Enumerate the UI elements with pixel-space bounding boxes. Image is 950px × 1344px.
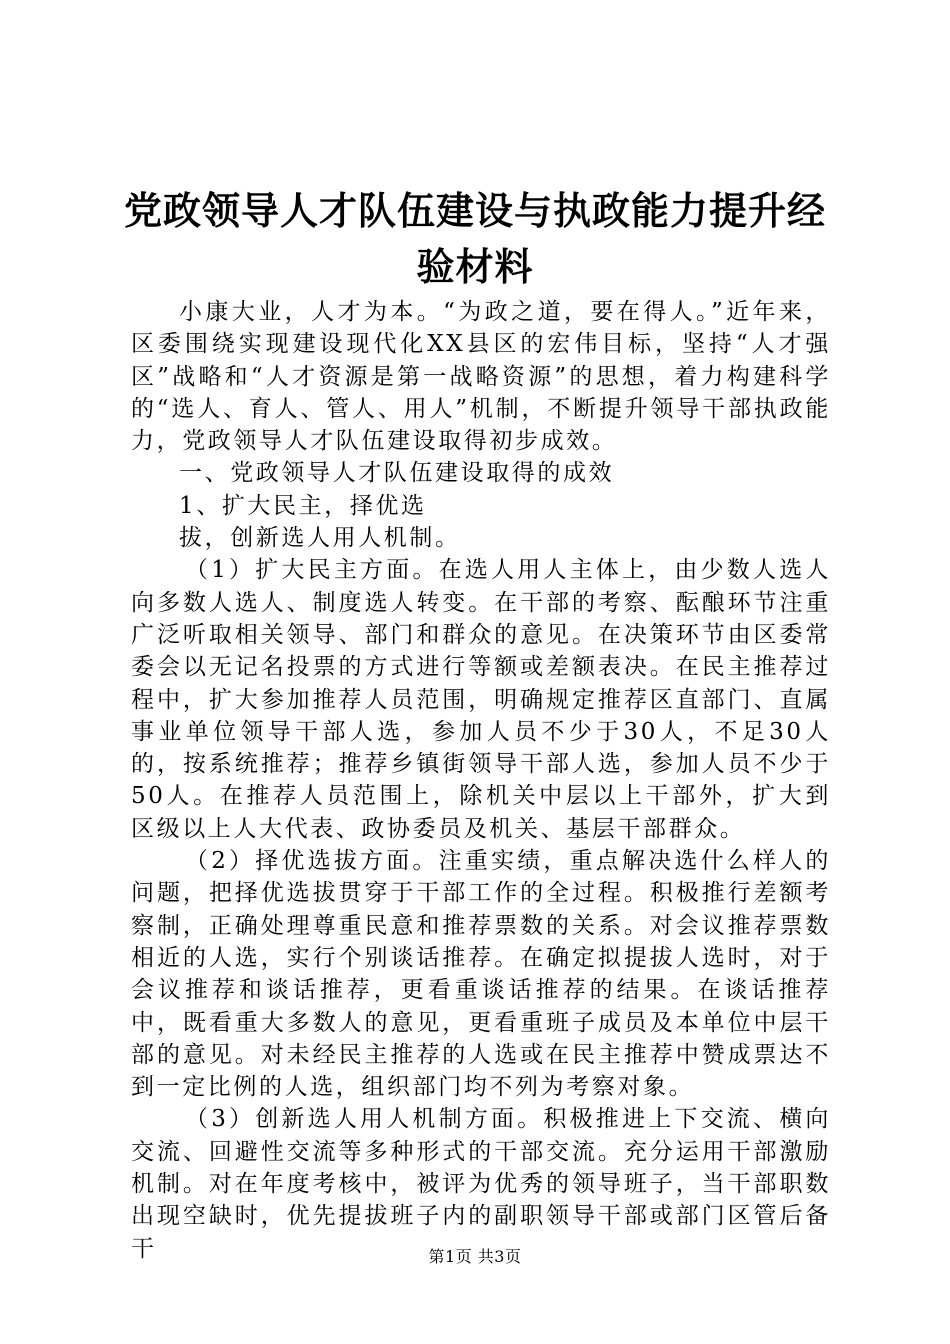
subsection-heading-continued: 拔，创新选人用人机制。 [179, 525, 461, 552]
item-2-paragraph: （2）择优选拔方面。注重实绩，重点解决选什么样人的问题，把择优选拔贯穿于干部工作的全过程。积极推行差额考察制，正确处理尊重民意和推荐票数的关系。对会议推荐票数相近的人选，实行个别谈话推荐。在确定拟提拔人选时，对于会议推荐和谈话推荐，更看重谈话推荐的结果。在谈话推荐中，既看重大多数人的意见，更看重班子成员及本单位中层干部的意见。对未经民主推荐的人选或在民主推荐中赞成票达不到一定比例的人选，组织部门均不列为考察对象。 [131, 848, 831, 1101]
intro-paragraph: 小康大业，人才为本。“为政之道，要在得人。”近年来，区委围绕实现建设现代化XX县区的宏伟目标，坚持“人才强区”战略和“人才资源是第一战略资源”的思想，着力构建科学的“选人、育人、管人、用人”机制，不断提升领导干部执政能力，党政领导人才队伍建设取得初步成效。 [131, 299, 831, 455]
item-3-paragraph: （3）创新选人用人机制方面。积极推进上下交流、横向交流、回避性交流等多种形式的干部交流。充分运用干部激励机制。对在年度考核中，被评为优秀的领导班子，当干部职数出现空缺时，优先提拔班子内的副职领导干部或部门区管后备干 [131, 1106, 831, 1262]
document-body [131, 296, 831, 1265]
section-heading: 一、党政领导人才队伍建设取得的成效 [179, 460, 615, 487]
subsection-heading: 1、扩大民主，择优选 [179, 492, 427, 519]
document-title: 党政领导人才队伍建设与执政能力提升经验材料 [123, 188, 826, 290]
page-number-footer: 第1页 共3页 [428, 1247, 522, 1266]
item-1-paragraph: （1）扩大民主方面。在选人用人主体上，由少数人选人向多数人选人、制度选人转变。在干部的考察、酝酿环节注重广泛听取相关领导、部门和群众的意见。在决策环节由区委常委会以无记名投票的方式进行等额或差额表决。在民主推荐过程中，扩大参加推荐人员范围，明确规定推荐区直部门、直属事业单位领导干部人选，参加人员不少于30人，不足30人的，按系统推荐；推荐乡镇街领导干部人选，参加人员不少于50人。在推荐人员范围上，除机关中层以上干部外，扩大到区级以上人大代表、政协委员及机关、基层干部群众。 [131, 557, 831, 842]
